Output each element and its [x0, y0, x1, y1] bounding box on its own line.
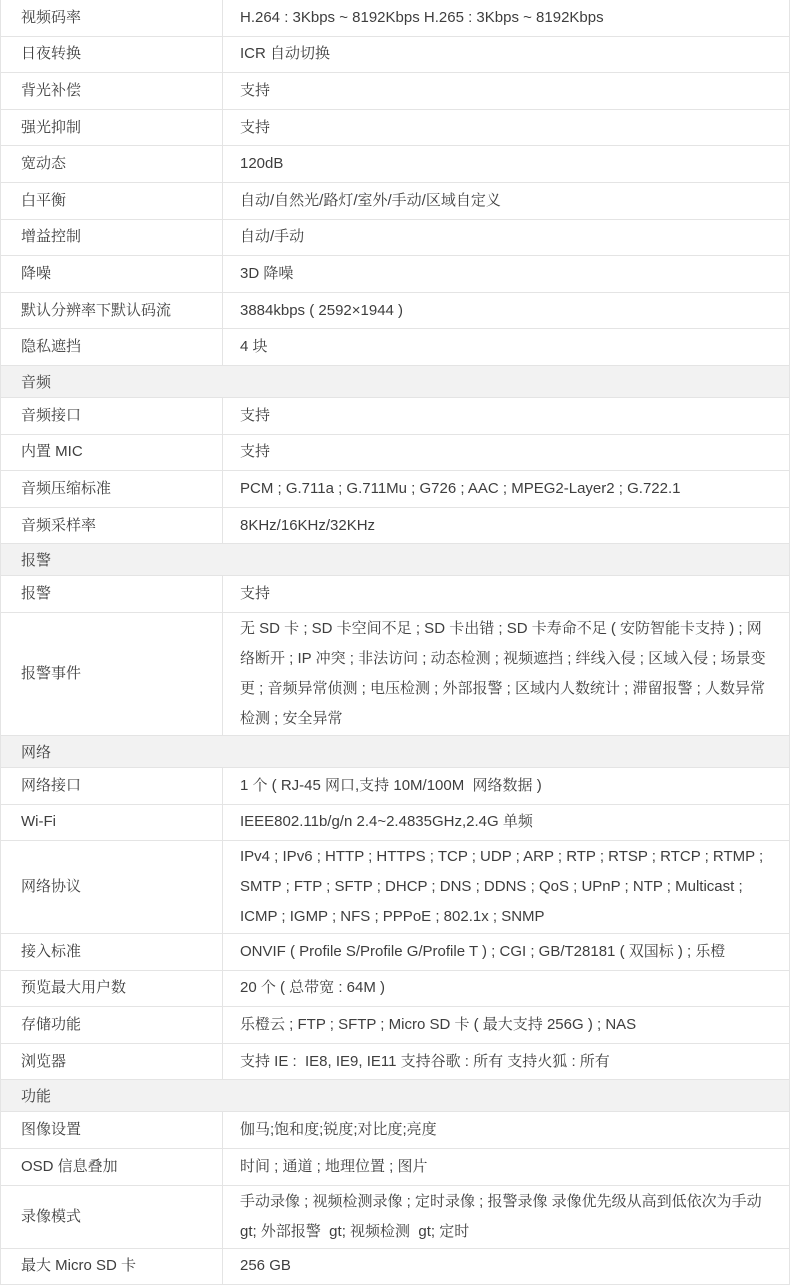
spec-row [1, 0, 789, 37]
spec-row [1, 146, 789, 183]
spec-value: 伽马;饱和度;锐度;对比度;亮度 [240, 1121, 437, 1139]
spec-label: 报警 [1, 576, 223, 612]
spec-row [1, 971, 789, 1008]
spec-value: 120dB [240, 155, 284, 173]
spec-row [1, 805, 789, 842]
spec-row [1, 508, 789, 545]
spec-row [1, 398, 789, 435]
section-header-row [1, 1080, 789, 1112]
spec-row [1, 110, 789, 147]
spec-row [1, 256, 789, 293]
spec-value: IPv4 ; IPv6 ; HTTP ; HTTPS ; TCP ; UDP ; ARP ; RTP ; RTSP ; RTCP ; RTMP ; SMTP ; FTP ; SFTP ; DHCP ; DNS ; DDNS ; QoS ; UPnP ; NTP ; Multicast ; ICMP ; IGMP ; NFS ; PPPoE ; 802.1x ; SNMP [240, 848, 768, 926]
spec-label: 宽动态 [1, 146, 223, 182]
spec-value: 乐橙云 ; FTP ; SFTP ; Micro SD 卡 ( 最大支持 256G ) ; NAS [240, 1016, 637, 1034]
spec-row [1, 37, 789, 74]
spec-value: ICR 自动切换 [240, 45, 331, 63]
spec-value: 256 GB [240, 1257, 291, 1275]
spec-value: 手动录像 ; 视频检测录像 ; 定时录像 ; 报警录像 录像优先级从高到低依次为手动 gt; 外部报警 gt; 视频检测 gt; 定时 [240, 1192, 775, 1240]
spec-row [1, 293, 789, 330]
spec-row [1, 1044, 789, 1081]
spec-label: 网络协议 [1, 841, 223, 933]
spec-row [1, 471, 789, 508]
section-header-row [1, 366, 789, 398]
spec-value: 自动/自然光/路灯/室外/手动/区域自定义 [240, 191, 501, 209]
spec-label: 强光抑制 [1, 110, 223, 146]
spec-row [1, 613, 789, 736]
spec-label: 图像设置 [1, 1112, 223, 1148]
spec-value: 3D 降噪 [240, 264, 294, 282]
spec-value: 自动/手动 [240, 228, 305, 246]
spec-value: 时间 ; 通道 ; 地理位置 ; 图片 [240, 1157, 428, 1175]
spec-label: 隐私遮挡 [1, 329, 223, 365]
section-title: 报警 [21, 552, 52, 570]
spec-label: 报警事件 [1, 613, 223, 735]
spec-value: 支持 [240, 406, 271, 424]
section-title: 功能 [21, 1088, 52, 1106]
section-header-row [1, 736, 789, 768]
spec-label: 默认分辨率下默认码流 [1, 293, 223, 329]
spec-value: 无 SD 卡 ; SD 卡空间不足 ; SD 卡出错 ; SD 卡寿命不足 ( 安防智能卡支持 ) ; 网络断开 ; IP 冲突 ; 非法访问 ; 动态检测 ; 视频遮挡 ; 绊线入侵 ; 区域入侵 ; 场景变更 ; 音频异常侦测 ; 电压检测 ; 外部报警 ; 区域内人数统计 ; 滞留报警 ; 人数异常检测 ; 安全异常 [240, 619, 766, 727]
spec-row [1, 1149, 789, 1186]
spec-value: 支持 IE : IE8, IE9, IE11 支持谷歌 : 所有 支持火狐 : 所有 [240, 1052, 610, 1070]
spec-row [1, 73, 789, 110]
spec-value: 支持 [240, 118, 271, 136]
spec-label: 最大 Micro SD 卡 [1, 1249, 223, 1285]
spec-value: ONVIF ( Profile S/Profile G/Profile T ) ; CGI ; GB/T28181 ( 双国标 ) ; 乐橙 [240, 942, 726, 960]
spec-row [1, 576, 789, 613]
spec-value: 8KHz/16KHz/32KHz [240, 516, 376, 534]
spec-label: 音频压缩标准 [1, 471, 223, 507]
spec-value: PCM ; G.711a ; G.711Mu ; G726 ; AAC ; MPEG2-Layer2 ; G.722.1 [240, 479, 681, 497]
spec-label: 日夜转换 [1, 37, 223, 73]
spec-value: 支持 [240, 81, 271, 99]
spec-row [1, 841, 789, 934]
spec-row [1, 768, 789, 805]
spec-row [1, 934, 789, 971]
spec-value: 3884kbps ( 2592×1944 ) [240, 301, 404, 319]
spec-row [1, 1007, 789, 1044]
spec-label: 存储功能 [1, 1007, 223, 1043]
spec-value: 20 个 ( 总带宽 : 64M ) [240, 979, 386, 997]
spec-value: 支持 [240, 585, 271, 603]
spec-row [1, 1112, 789, 1149]
spec-value: 支持 [240, 443, 271, 461]
spec-row [1, 435, 789, 472]
spec-label: 音频采样率 [1, 508, 223, 544]
spec-label: 降噪 [1, 256, 223, 292]
spec-label: 内置 MIC [1, 435, 223, 471]
spec-label: 视频码率 [1, 0, 223, 36]
spec-label: 背光补偿 [1, 73, 223, 109]
spec-row [1, 1186, 789, 1249]
spec-value: 1 个 ( RJ-45 网口,支持 10M/100M 网络数据 ) [240, 776, 542, 794]
spec-row [1, 329, 789, 366]
spec-label: 录像模式 [1, 1186, 223, 1248]
section-header-row [1, 544, 789, 576]
spec-label: 接入标准 [1, 934, 223, 970]
spec-value: H.264 : 3Kbps ~ 8192Kbps H.265 : 3Kbps ~ 8192Kbps [240, 8, 604, 26]
spec-row [1, 1249, 789, 1285]
spec-label: 白平衡 [1, 183, 223, 219]
spec-label: 网络接口 [1, 768, 223, 804]
spec-label: 浏览器 [1, 1044, 223, 1080]
section-title: 音频 [21, 373, 52, 391]
spec-value: 4 块 [240, 338, 268, 356]
spec-label: Wi-Fi [1, 805, 223, 841]
spec-label: 增益控制 [1, 220, 223, 256]
section-title: 网络 [21, 743, 52, 761]
spec-label: OSD 信息叠加 [1, 1149, 223, 1185]
spec-row [1, 183, 789, 220]
spec-value: IEEE802.11b/g/n 2.4~2.4835GHz,2.4G 单频 [240, 813, 533, 831]
spec-row [1, 220, 789, 257]
spec-label: 预览最大用户数 [1, 971, 223, 1007]
spec-label: 音频接口 [1, 398, 223, 434]
